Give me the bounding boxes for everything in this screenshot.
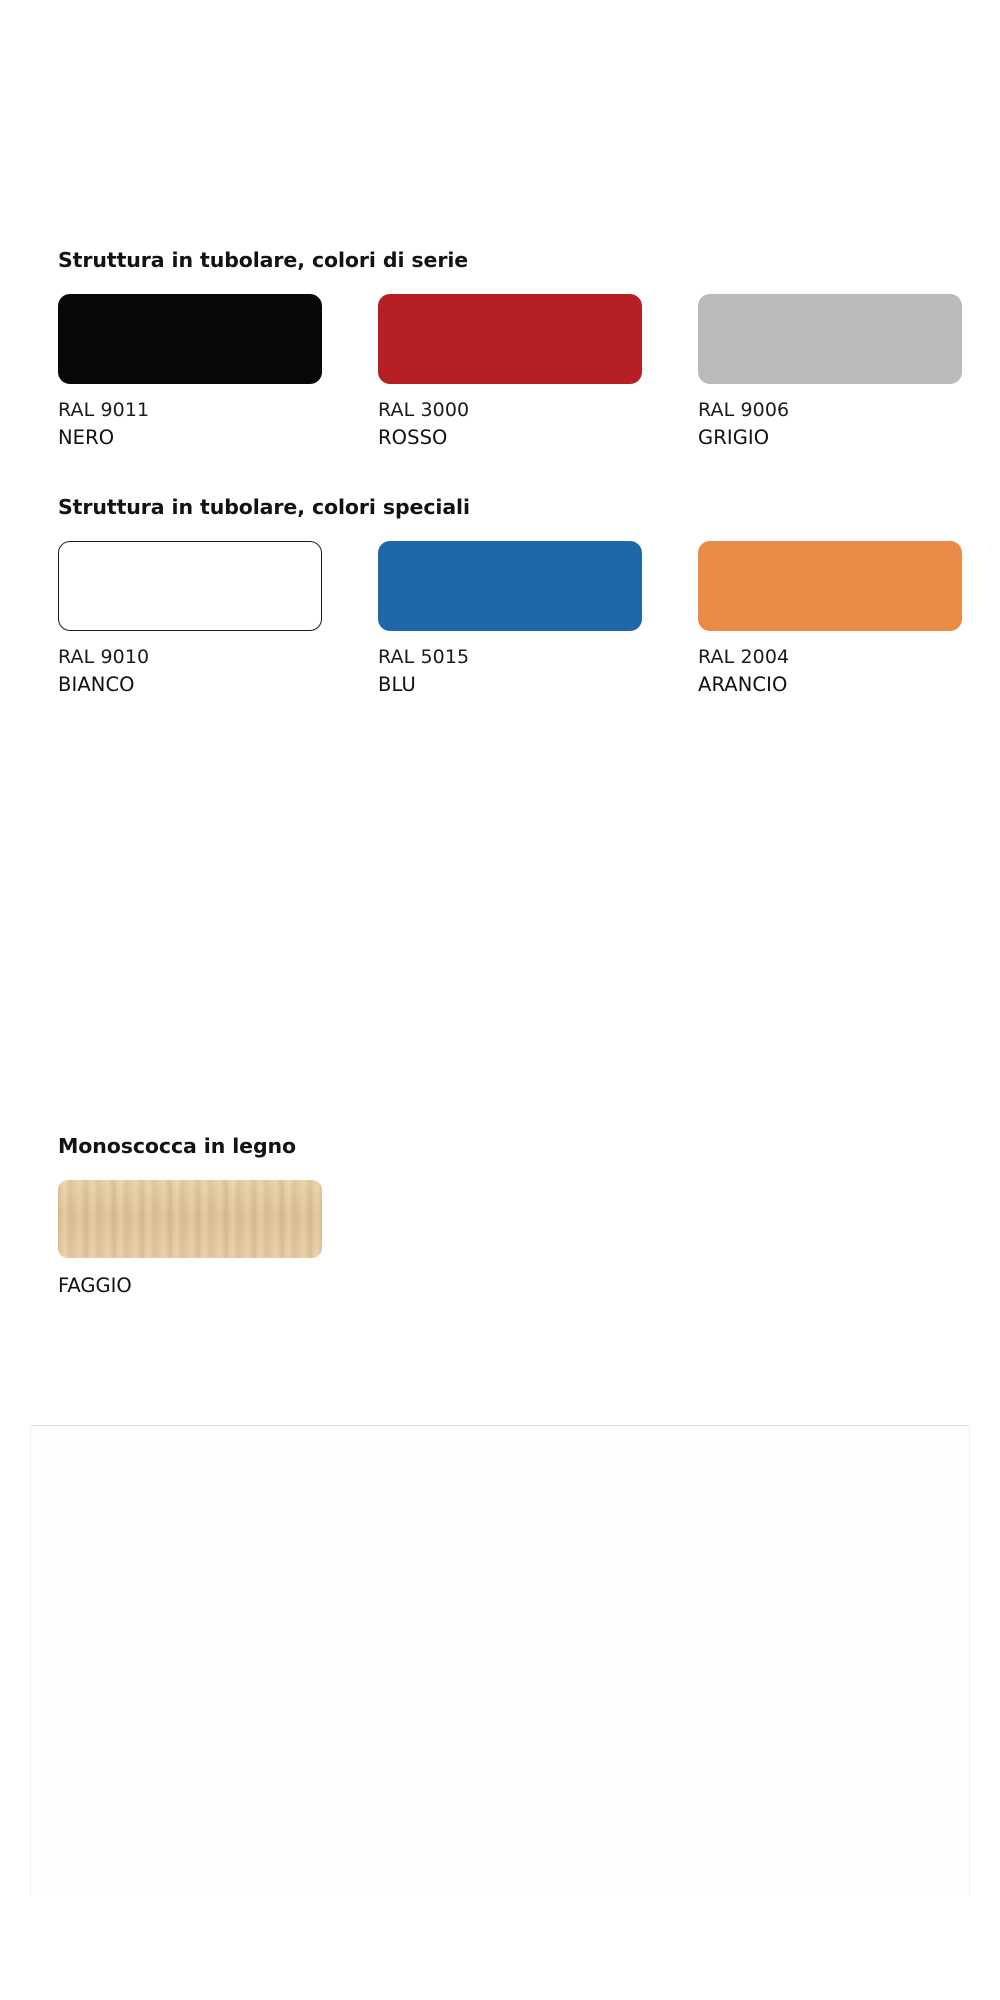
swatch-code: RAL 9010 xyxy=(58,646,150,668)
swatch-item[interactable] xyxy=(698,294,962,449)
swatch-item[interactable] xyxy=(58,1180,322,1297)
swatch-code: RAL 5015 xyxy=(378,646,470,668)
swatch-code: RAL 9006 xyxy=(698,399,790,421)
swatch-item[interactable] xyxy=(58,294,322,449)
swatch-item[interactable] xyxy=(378,541,642,696)
swatch-name: BIANCO xyxy=(58,673,135,696)
swatch-row xyxy=(58,1180,958,1297)
section-title: Struttura in tubolare, colori speciali xyxy=(58,495,470,519)
section-struttura-serie xyxy=(58,248,958,449)
swatch-name: ARANCIO xyxy=(698,673,788,696)
swatch-item[interactable] xyxy=(58,541,322,696)
swatch-name: BLU xyxy=(378,673,416,696)
color-swatch-nero[interactable] xyxy=(58,294,322,384)
swatch-row xyxy=(58,294,958,449)
swatch-code: RAL 2004 xyxy=(698,646,790,668)
bottom-panel xyxy=(30,1425,970,1895)
swatch-name: FAGGIO xyxy=(58,1274,132,1297)
section-struttura-speciali xyxy=(58,495,958,696)
swatch-code: RAL 9011 xyxy=(58,399,150,421)
swatch-catalog xyxy=(58,248,958,1297)
swatch-name: ROSSO xyxy=(378,426,448,449)
swatch-code: RAL 3000 xyxy=(378,399,470,421)
color-swatch-grigio[interactable] xyxy=(698,294,962,384)
material-swatch-faggio[interactable] xyxy=(58,1180,322,1258)
color-swatch-rosso[interactable] xyxy=(378,294,642,384)
swatch-name: GRIGIO xyxy=(698,426,770,449)
spacer xyxy=(58,449,958,495)
color-swatch-bianco[interactable] xyxy=(58,541,322,631)
section-title: Monoscocca in legno xyxy=(58,1134,297,1158)
swatch-item[interactable] xyxy=(698,541,962,696)
color-swatch-blu[interactable] xyxy=(378,541,642,631)
section-title: Struttura in tubolare, colori di serie xyxy=(58,248,469,272)
color-swatch-arancio[interactable] xyxy=(698,541,962,631)
swatch-row xyxy=(58,541,958,696)
section-monoscocca-legno xyxy=(58,1134,958,1297)
swatch-name: NERO xyxy=(58,426,115,449)
swatch-item[interactable] xyxy=(378,294,642,449)
spacer xyxy=(58,696,958,1134)
